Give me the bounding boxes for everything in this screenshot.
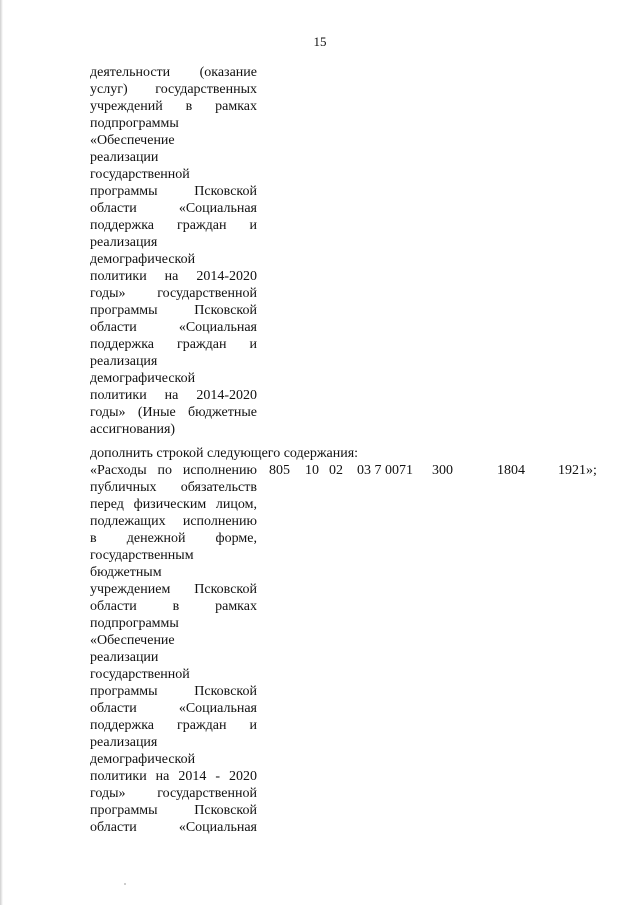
text-line: услуг) государственных <box>90 82 257 97</box>
page-edge <box>0 0 3 905</box>
text-line: государственной <box>90 167 190 182</box>
text-line: ассигнования) <box>90 422 176 437</box>
text-line: государственным <box>90 548 194 563</box>
cell-amount-second: 1921»; <box>558 463 597 478</box>
text-line: реализация <box>90 354 158 369</box>
text-line: поддержка граждан и <box>90 218 257 233</box>
text-line: области «Социальная <box>90 201 257 216</box>
cell-target-article-code: 03 7 0071 <box>357 463 413 478</box>
text-line: области «Социальная <box>90 320 257 335</box>
text-line: деятельности (оказание <box>90 65 257 80</box>
page-number: 15 <box>313 34 327 49</box>
text-line: области в рамках <box>90 599 257 614</box>
text-line: реализации <box>90 650 159 665</box>
text-line: бюджетным <box>90 565 162 580</box>
text-line: годы» государственной <box>90 286 257 301</box>
text-line: политики на 2014-2020 <box>90 388 257 403</box>
text-line: учреждением Псковской <box>90 582 257 597</box>
text-line: области «Социальная <box>90 701 257 716</box>
intro-sentence: дополнить строкой следующего содержания: <box>90 446 359 461</box>
text-line: «Обеспечение <box>90 633 175 648</box>
text-line: демографической <box>90 752 196 767</box>
text-block-new-entry <box>90 462 257 836</box>
text-line: «Расходы по исполнению <box>90 463 257 478</box>
text-line: программы Псковской <box>90 184 257 199</box>
cell-section-code: 10 <box>305 463 319 478</box>
text-line: подлежащих исполнению <box>90 514 257 529</box>
text-line: перед физическим лицом, <box>90 497 257 512</box>
text-line: политики на 2014-2020 <box>90 269 257 284</box>
text-line: демографической <box>90 252 196 267</box>
text-line: демографической <box>90 371 196 386</box>
text-line: реализации <box>90 150 159 165</box>
text-line: государственной <box>90 667 190 682</box>
text-line: в денежной форме, <box>90 531 257 546</box>
cell-amount-first: 1804 <box>497 463 525 478</box>
text-line: подпрограммы <box>90 616 179 631</box>
text-line: политики на 2014 - 2020 <box>90 769 257 784</box>
cell-expense-type-code: 300 <box>432 463 453 478</box>
text-line: программы Псковской <box>90 684 257 699</box>
text-line: программы Псковской <box>90 803 257 818</box>
scan-speck <box>124 883 126 885</box>
text-line: поддержка граждан и <box>90 718 257 733</box>
text-line: подпрограммы <box>90 116 179 131</box>
cell-department-code: 805 <box>269 463 290 478</box>
text-line: программы Псковской <box>90 303 257 318</box>
cell-subsection-code: 02 <box>329 463 343 478</box>
text-line: «Обеспечение <box>90 133 175 148</box>
text-line: реализация <box>90 235 158 250</box>
text-line: годы» (Иные бюджетные <box>90 405 257 420</box>
text-line: поддержка граждан и <box>90 337 257 352</box>
text-line: области «Социальная <box>90 820 257 835</box>
text-line: публичных обязательств <box>90 480 257 495</box>
text-line: реализация <box>90 735 158 750</box>
text-line: годы» государственной <box>90 786 257 801</box>
text-line: учреждений в рамках <box>90 99 257 114</box>
text-block-previous-entry <box>90 64 257 438</box>
